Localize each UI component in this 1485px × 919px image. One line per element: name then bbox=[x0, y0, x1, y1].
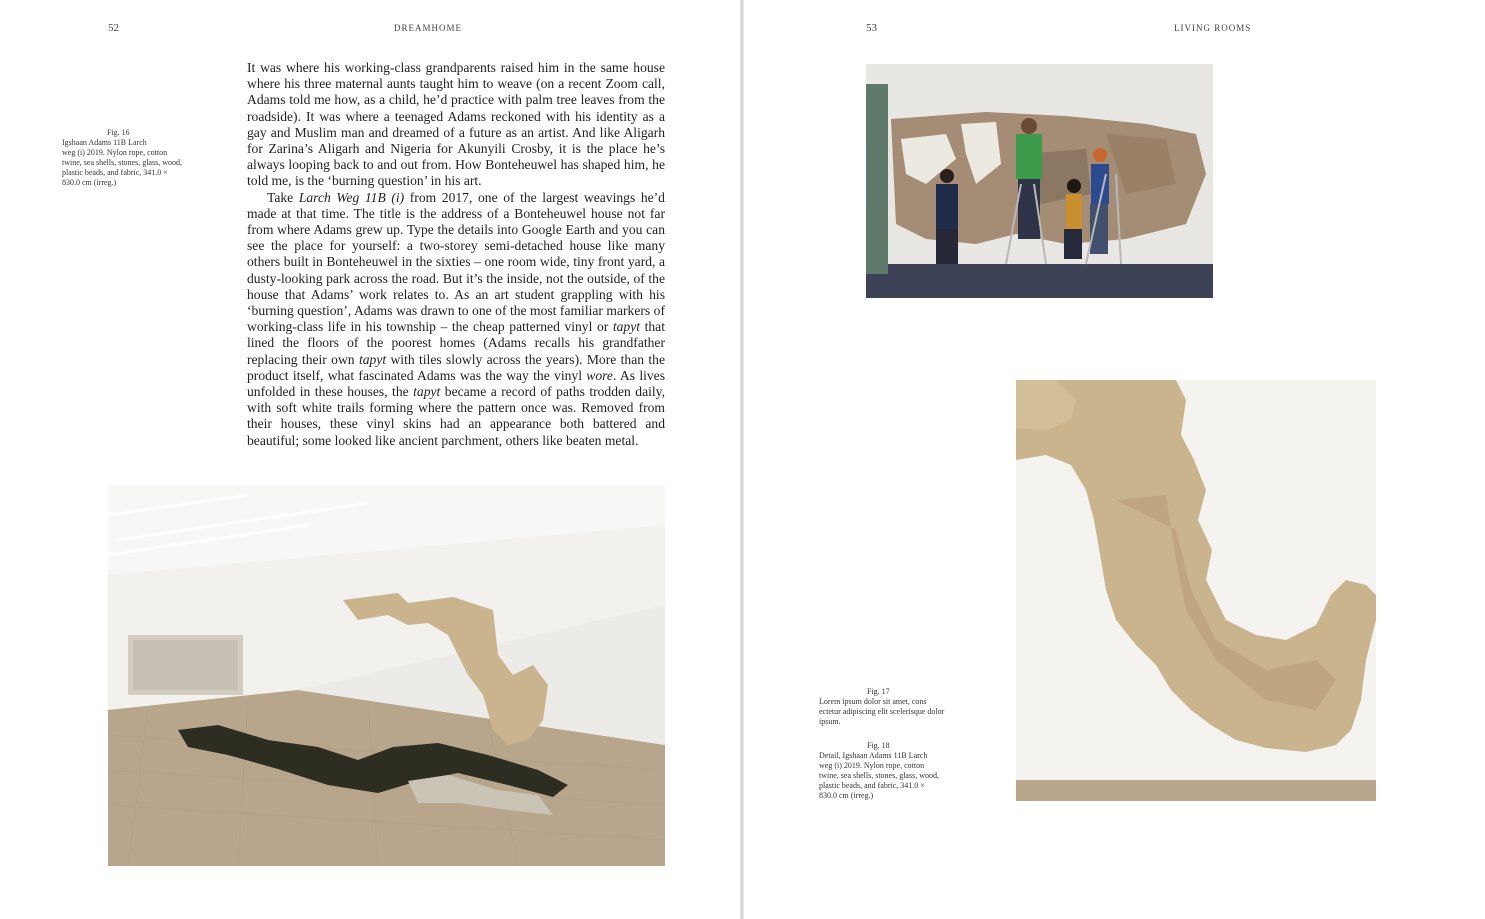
caption-line: 830.0 cm (irreg.) bbox=[819, 791, 874, 800]
running-head: DREAMHOME bbox=[394, 23, 463, 33]
caption-line: twine, sea shells, stones, glass, wood, bbox=[819, 771, 939, 780]
fig17-caption bbox=[819, 687, 969, 727]
left-page bbox=[0, 0, 740, 919]
fig-label: Fig. 18 bbox=[867, 741, 890, 750]
caption-line: twine, sea shells, stones, glass, wood, bbox=[62, 158, 182, 167]
fig-label: Fig. 17 bbox=[867, 687, 890, 696]
running-head: LIVING ROOMS bbox=[1174, 23, 1252, 33]
right-page bbox=[744, 0, 1485, 919]
caption-line: weg (i) 2019. Nylon rope, cotton bbox=[819, 761, 925, 770]
caption-line: Igshaan Adams 11B Larch bbox=[62, 138, 147, 147]
fig18-caption bbox=[819, 741, 969, 801]
fig18-detail-photo bbox=[1016, 380, 1376, 801]
caption-line: plastic beads, and fabric, 341.0 × bbox=[62, 168, 168, 177]
paragraph: It was where his working-class grandparents raised him in the same house where his three maternal aunts taught him to weave (on a recent Zoom call, Adams told me how, as a child, he’d practice with palm tree leaves from the roadside). It was where a teenaged Adams reckoned with his identity as a gay and Muslim man and dreamed of a future as an artist. And like Aligarh for Zarina’s Aligarh and Nigeria for Akunyili Crosby, it is the place he’s always looping back to and out from. How Bonteheuwel has shaped him, he told me, is the ‘burning question’ in his art. bbox=[247, 60, 665, 189]
paragraph: Take Larch Weg 11B (i) from 2017, one of the largest weavings he’d made at that time. The title is the address of a Bonteheuwel house not far from where Adams grew up. Type the details into Google Earth and you can see the place for yourself: a two-storey semi-detached house like many others built in Bonteheuwel in the sixties – one room wide, tiny front yard, a dusty-looking park across the road. But it’s the inside, not the outside, of the house that Adams’ work relates to. As an art student grappling with his ‘burning question’, Adams was drawn to one of the most familiar markers of working-class life in his township – the cheap patterned vinyl or tapyt that lined the floors of the poorest homes (Adams recalls his grandfather replacing their own tapyt with tiles slowly across the years). More than the product itself, what fascinated Adams was the way the vinyl wore. As lives unfolded in these houses, the tapyt became a record of paths trodden daily, with soft white trails forming where the pattern once was. Removed from their houses, these vinyl skins had an appearance both battered and beautiful; some looked like ancient parchment, others like beaten metal. bbox=[247, 189, 665, 448]
page-number: 53 bbox=[866, 22, 877, 34]
caption-line: Detail, Igshaan Adams 11B Larch bbox=[819, 751, 928, 760]
page-number: 52 bbox=[108, 22, 119, 34]
fig16-gallery-photo bbox=[108, 485, 665, 866]
fig16-caption bbox=[62, 128, 212, 188]
artwork-title: Larch Weg 11B (i) bbox=[298, 189, 405, 205]
fig17-installation-photo bbox=[866, 64, 1213, 298]
caption-text: Lorem ipsum dolor sit amet, cons ectetur adipiscing elit scelerisque dolor ipsum. bbox=[819, 697, 945, 726]
fig-label: Fig. 16 bbox=[107, 128, 130, 137]
caption-line: weg (i) 2019. Nylon rope, cotton bbox=[62, 148, 168, 157]
caption-line: plastic beads, and fabric, 341.0 × bbox=[819, 781, 925, 790]
caption-line: 830.0 cm (irreg.) bbox=[62, 178, 117, 187]
body-text bbox=[247, 60, 665, 449]
